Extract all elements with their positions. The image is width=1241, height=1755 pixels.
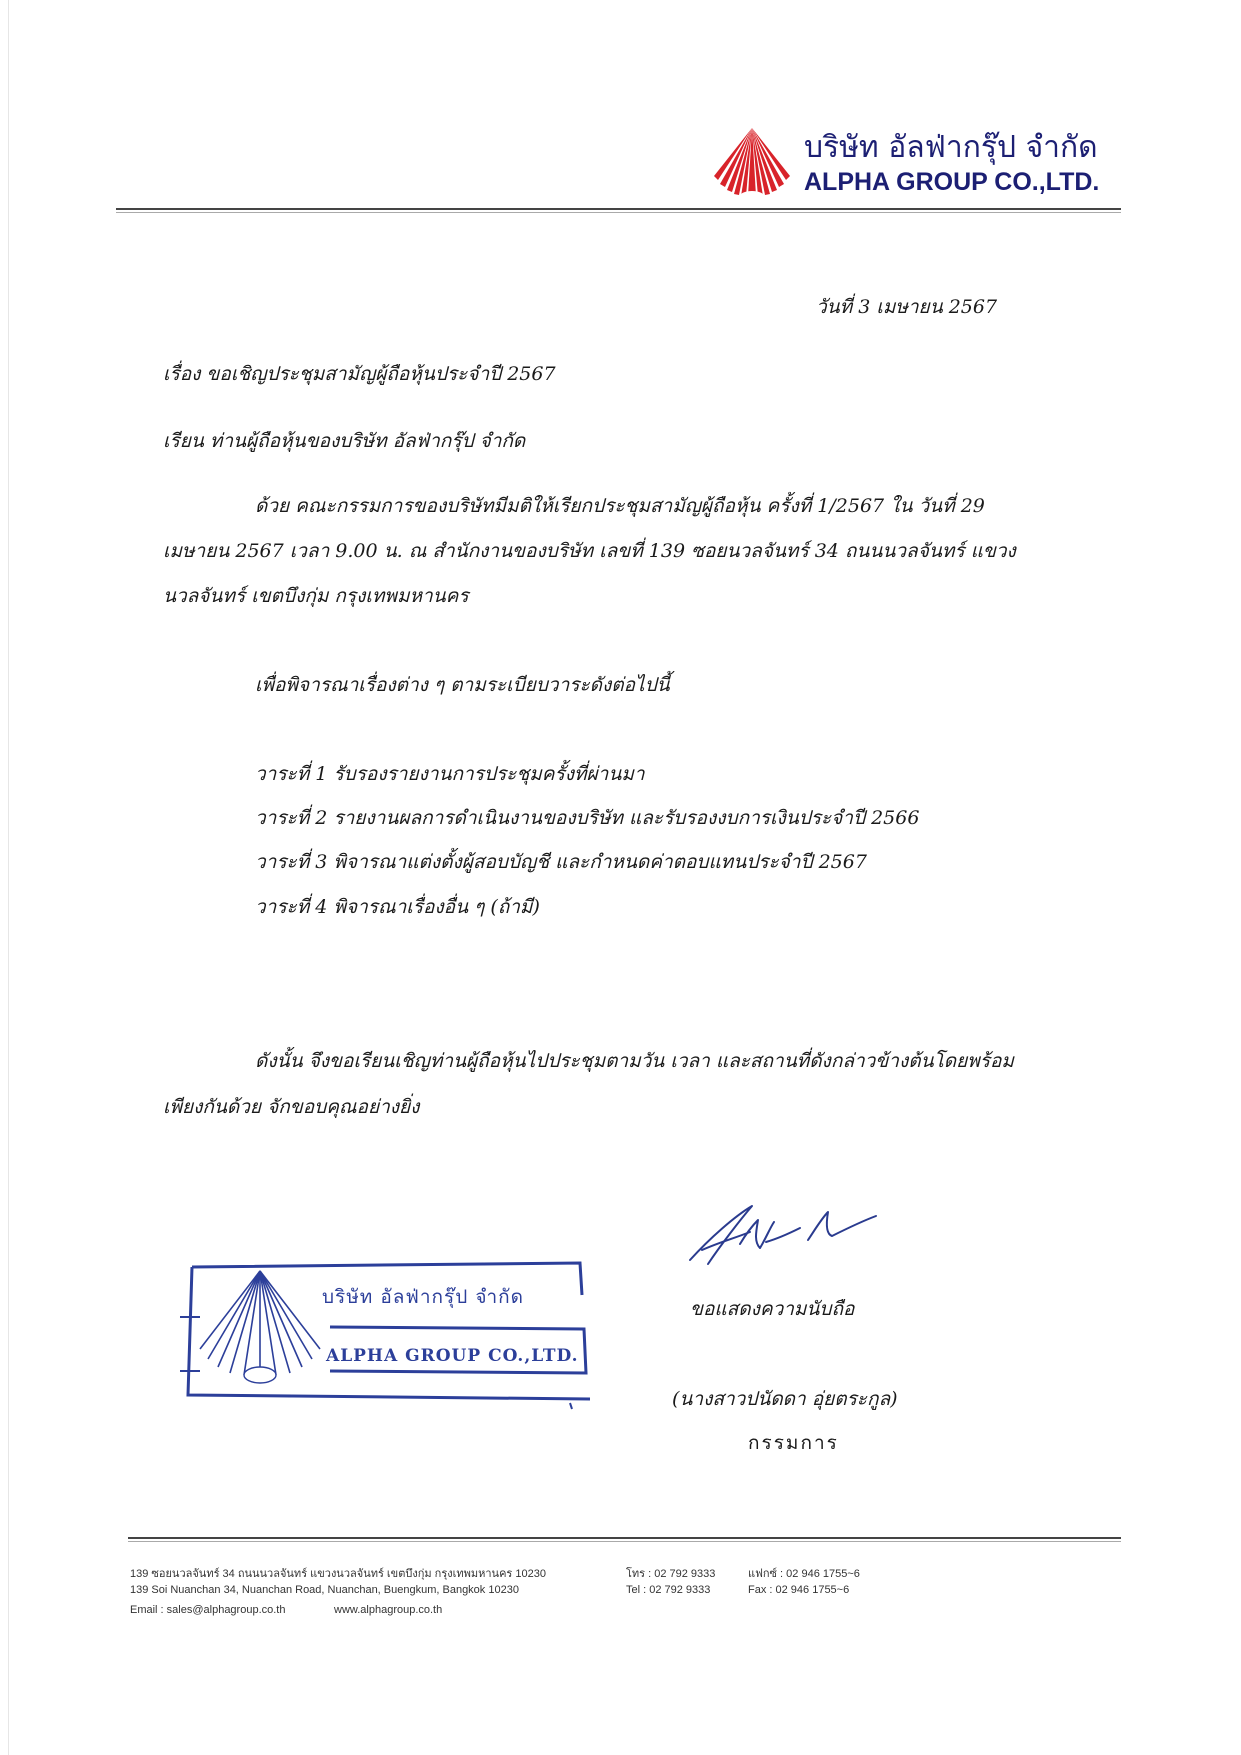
handwritten-signature bbox=[680, 1198, 880, 1278]
footer-website-link[interactable]: www.alphagroup.co.th bbox=[334, 1604, 443, 1616]
footer-address-english: 139 Soi Nuanchan 34, Nuanchan Road, Nuanchan, Buengkum, Bangkok 10230 bbox=[130, 1584, 519, 1596]
paragraph-line: นวลจันทร์ เขตบึงกุ่ม กรุงเทพมหานคร bbox=[163, 585, 469, 607]
company-name-english: ALPHA GROUP CO.,LTD. bbox=[804, 168, 1100, 196]
letterhead-divider bbox=[116, 208, 1121, 210]
signer-name: (นางสาวปนัดดา อุ่ยตระกูล) bbox=[672, 1388, 898, 1410]
closing-line: เพียงกันด้วย จักขอบคุณอย่างยิ่ง bbox=[163, 1096, 420, 1118]
letter-salutation: เรียน ท่านผู้ถือหุ้นของบริษัท อัลฟ่ากรุ๊ป จำกัด bbox=[163, 430, 526, 452]
company-name-thai: บริษัท อัลฟ่ากรุ๊ป จำกัด bbox=[804, 130, 1098, 165]
letter-subject: เรื่อง ขอเชิญประชุมสามัญผู้ถือหุ้นประจำปี 2567 bbox=[163, 363, 556, 385]
footer-fax-thai: แฟกซ์ : 02 946 1755~6 bbox=[748, 1568, 860, 1580]
agenda-item: วาระที่ 3 พิจารณาแต่งตั้งผู้สอบบัญชี และกำหนดค่าตอบแทนประจำปี 2567 bbox=[255, 851, 867, 873]
footer-email: Email : sales@alphagroup.co.th bbox=[130, 1604, 286, 1616]
company-stamp bbox=[180, 1255, 600, 1410]
signer-position: กรรมการ bbox=[748, 1432, 839, 1454]
agenda-item: วาระที่ 1 รับรองรายงานการประชุมครั้งที่ผ่านมา bbox=[255, 763, 645, 785]
scan-edge-line bbox=[8, 0, 9, 1755]
footer-divider bbox=[128, 1537, 1121, 1539]
agenda-item: วาระที่ 4 พิจารณาเรื่องอื่น ๆ (ถ้ามี) bbox=[255, 896, 540, 918]
footer-address-thai: 139 ซอยนวลจันทร์ 34 ถนนนวลจันทร์ แขวงนวลจันทร์ เขตบึงกุ่ม กรุงเทพมหานคร 10230 bbox=[130, 1568, 546, 1580]
red-fan-logo-icon bbox=[708, 126, 796, 198]
paragraph-line: ด้วย คณะกรรมการของบริษัทมีมติให้เรียกประชุมสามัญผู้ถือหุ้น ครั้งที่ 1/2567 ใน วันที่ 29 bbox=[255, 495, 985, 517]
stamp-text-english: ALPHA GROUP CO.,LTD. bbox=[326, 1346, 579, 1366]
closing-line: ดังนั้น จึงขอเรียนเชิญท่านผู้ถือหุ้นไปประชุมตามวัน เวลา และสถานที่ดังกล่าวข้างต้นโดยพร้อม bbox=[255, 1050, 1014, 1072]
footer-phone-english: Tel : 02 792 9333 bbox=[626, 1584, 711, 1596]
letter-date: วันที่ 3 เมษายน 2567 bbox=[816, 296, 998, 318]
letterhead bbox=[708, 124, 1113, 206]
stamp-text-thai: บริษัท อัลฟ่ากรุ๊ป จำกัด bbox=[322, 1286, 524, 1308]
footer-fax-english: Fax : 02 946 1755~6 bbox=[748, 1584, 850, 1596]
footer-divider-thin bbox=[128, 1541, 1121, 1542]
closing-regards: ขอแสดงความนับถือ bbox=[690, 1298, 855, 1320]
letterhead-divider-thin bbox=[116, 212, 1121, 213]
agenda-intro: เพื่อพิจารณาเรื่องต่าง ๆ ตามระเบียบวาระดังต่อไปนี้ bbox=[255, 674, 670, 696]
agenda-item: วาระที่ 2 รายงานผลการดำเนินงานของบริษัท และรับรองงบการเงินประจำปี 2566 bbox=[255, 807, 920, 829]
footer-phone-thai: โทร : 02 792 9333 bbox=[626, 1568, 716, 1580]
paragraph-line: เมษายน 2567 เวลา 9.00 น. ณ สำนักงานของบริษัท เลขที่ 139 ซอยนวลจันทร์ 34 ถนนนวลจันทร์ แขวง bbox=[163, 540, 1016, 562]
